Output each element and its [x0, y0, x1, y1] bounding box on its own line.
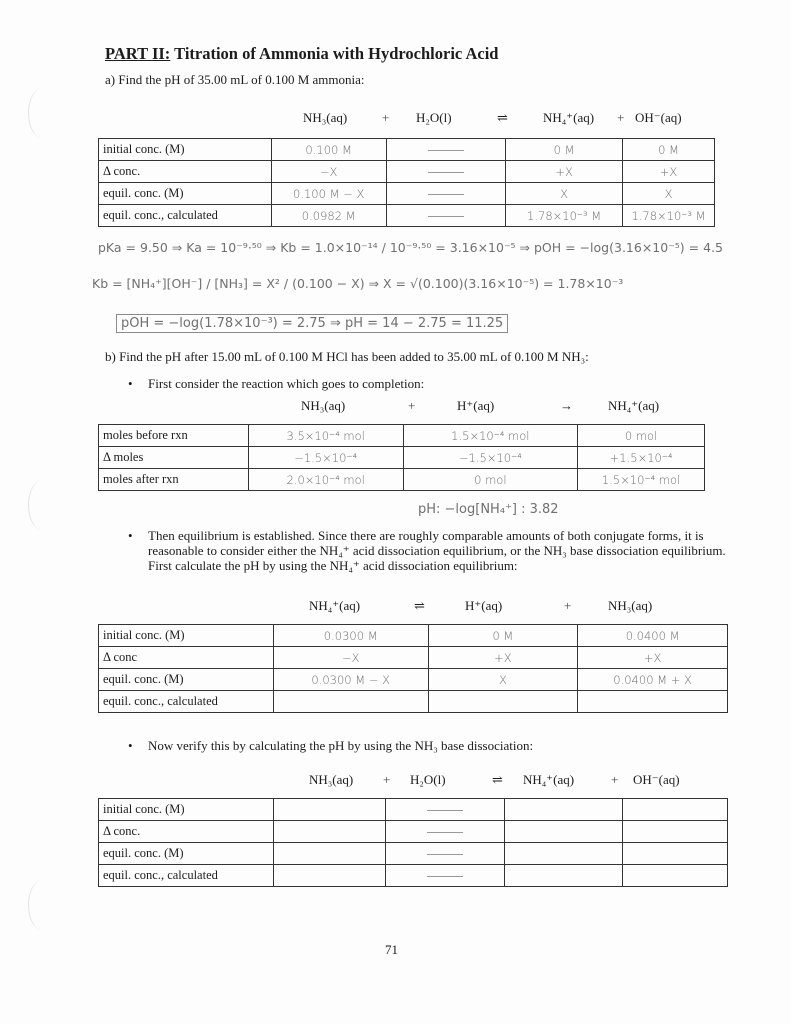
cell-oh[interactable]: 1.78×10⁻³ M: [623, 205, 715, 227]
cell-nh3[interactable]: 3.5×10⁻⁴ mol: [248, 425, 403, 447]
equation-ammonium-dissociation: [0, 598, 791, 616]
reaction-table: [98, 424, 705, 491]
row-label: equil. conc., calculated: [99, 205, 272, 227]
eq4-product-ammonium: NH₄⁺(aq): [523, 772, 575, 787]
cell-hplus[interactable]: −1.5×10⁻⁴: [403, 447, 578, 469]
cell-nh4[interactable]: −X: [273, 647, 428, 669]
eq3-equilibrium-arrow: ⇌: [414, 598, 425, 613]
bullet-base-dissociation-text: Now verify this by calculating the pH by using the NH₃ base dissociation:: [148, 738, 534, 753]
table-row: [99, 183, 715, 205]
cell-h2o: [385, 799, 505, 821]
cell-h2o: [386, 183, 506, 205]
ice-table-base: [98, 798, 728, 887]
cell-nh4[interactable]: 0.0300 M: [273, 625, 428, 647]
cell-hplus[interactable]: +X: [428, 647, 578, 669]
table-row: [99, 843, 728, 865]
cell-nh3[interactable]: −X: [271, 161, 386, 183]
bullet-completion: [128, 376, 425, 391]
table-row: [99, 691, 728, 713]
cell-oh[interactable]: 0 M: [623, 139, 715, 161]
cell-oh[interactable]: [623, 843, 728, 865]
row-label: Δ conc.: [99, 161, 272, 183]
cell-nh3[interactable]: 0.0982 M: [271, 205, 386, 227]
bullet-dot: •: [128, 738, 133, 753]
eq4-product-hydroxide: OH⁻(aq): [633, 772, 680, 787]
eq1-reactant-water: H₂O(l): [416, 110, 452, 125]
eq1-product-ammonium: NH₄⁺(aq): [543, 110, 595, 125]
bullet-dot: •: [128, 376, 133, 391]
ice-table-ammonia: [98, 138, 715, 227]
cell-h2o: [385, 821, 505, 843]
cell-nh3[interactable]: 0.100 M: [271, 139, 386, 161]
eq2-reactant-hplus: H⁺(aq): [457, 398, 495, 413]
binder-hole-mark: [28, 880, 57, 930]
binder-hole-mark: [28, 480, 57, 530]
cell-nh3[interactable]: [273, 865, 385, 887]
cell-hplus[interactable]: X: [428, 669, 578, 691]
row-label: equil. conc. (M): [99, 669, 274, 691]
question-b: b) Find the pH after 15.00 mL of 0.100 M HCl has been added to 35.00 mL of 0.100 M NH₃:: [105, 349, 589, 364]
row-label: Δ conc.: [99, 821, 274, 843]
cell-nh4[interactable]: 1.78×10⁻³ M: [506, 205, 623, 227]
eq1-reactant-nh3: NH₃(aq): [303, 110, 348, 125]
blank-dash: [427, 854, 463, 855]
cell-nh3[interactable]: [273, 799, 385, 821]
blank-dash: [428, 172, 464, 173]
cell-nh4[interactable]: 0 mol: [578, 425, 705, 447]
row-label: moles after rxn: [99, 469, 249, 491]
table-row: [99, 205, 715, 227]
eq1-product-hydroxide: OH⁻(aq): [635, 110, 682, 125]
cell-hplus[interactable]: [428, 691, 578, 713]
blank-dash: [428, 150, 464, 151]
row-label: Δ moles: [99, 447, 249, 469]
eq4-plus: +: [383, 772, 391, 787]
handwritten-work-line-1: pKa = 9.50 ⇒ Ka = 10⁻⁹·⁵⁰ ⇒ Kb = 1.0×10⁻¹⁴ / 10⁻⁹·⁵⁰ = 3.16×10⁻⁵ ⇒ pOH = −log(3.16×10⁻⁵) = 4.5: [98, 240, 723, 255]
cell-nh4[interactable]: +X: [506, 161, 623, 183]
row-label: equil. conc., calculated: [99, 865, 274, 887]
cell-h2o: [386, 139, 506, 161]
row-label: equil. conc. (M): [99, 843, 274, 865]
blank-dash: [427, 832, 463, 833]
cell-nh3[interactable]: 0.100 M − X: [271, 183, 386, 205]
bullet-dot: •: [128, 528, 133, 543]
row-label: equil. conc. (M): [99, 183, 272, 205]
cell-oh[interactable]: +X: [623, 161, 715, 183]
question-a: a) Find the pH of 35.00 mL of 0.100 M ammonia:: [105, 72, 365, 87]
cell-oh[interactable]: [623, 821, 728, 843]
cell-nh4[interactable]: X: [506, 183, 623, 205]
eq3-plus: +: [564, 598, 572, 613]
row-label: moles before rxn: [99, 425, 249, 447]
equation-base-dissociation: [0, 772, 791, 790]
table-row: [99, 425, 705, 447]
eq3-reactant-ammonium: NH₄⁺(aq): [309, 598, 361, 613]
cell-hplus[interactable]: 0 mol: [403, 469, 578, 491]
blank-dash: [428, 194, 464, 195]
cell-h2o: [385, 843, 505, 865]
cell-oh[interactable]: [623, 865, 728, 887]
cell-h2o: [385, 865, 505, 887]
bullet-completion-text: First consider the reaction which goes to completion:: [148, 376, 425, 391]
row-label: initial conc. (M): [99, 625, 274, 647]
bullet-equilibrium: [128, 528, 728, 573]
eq2-plus: +: [408, 398, 416, 413]
cell-nh4[interactable]: [505, 799, 623, 821]
row-label: equil. conc., calculated: [99, 691, 274, 713]
handwritten-work-line-2: Kb = [NH₄⁺][OH⁻] / [NH₃] = X² / (0.100 − X) ⇒ X = √(0.100)(3.16×10⁻⁵) = 1.78×10⁻³: [92, 276, 624, 291]
eq1-equilibrium-arrow: ⇌: [497, 110, 508, 125]
title-part: PART II:: [105, 44, 171, 63]
cell-nh4[interactable]: [505, 821, 623, 843]
cell-nh3[interactable]: 0.0400 M + X: [578, 669, 728, 691]
bullet-base-dissociation: [128, 738, 534, 753]
cell-nh3[interactable]: +X: [578, 647, 728, 669]
eq4-reactant-nh3: NH₃(aq): [309, 772, 354, 787]
table-row: [99, 447, 705, 469]
cell-nh4[interactable]: 1.5×10⁻⁴ mol: [578, 469, 705, 491]
cell-h2o: [386, 205, 506, 227]
row-label: initial conc. (M): [99, 799, 274, 821]
cell-nh3[interactable]: [273, 821, 385, 843]
eq2-product-ammonium: NH₄⁺(aq): [608, 398, 660, 413]
blank-dash: [428, 216, 464, 217]
equation-neutralization: [0, 398, 791, 416]
cell-nh4[interactable]: [505, 865, 623, 887]
cell-nh3[interactable]: 2.0×10⁻⁴ mol: [248, 469, 403, 491]
ice-table-ammonium: [98, 624, 728, 713]
eq4-reactant-water: H₂O(l): [410, 772, 446, 787]
eq4-equilibrium-arrow: ⇌: [492, 772, 503, 787]
eq2-arrow: →: [560, 398, 573, 413]
blank-dash: [427, 810, 463, 811]
cell-hplus[interactable]: 1.5×10⁻⁴ mol: [403, 425, 578, 447]
table-row: [99, 625, 728, 647]
eq3-product-hplus: H⁺(aq): [465, 598, 503, 613]
page-title: [105, 44, 498, 64]
title-text: Titration of Ammonia with Hydrochloric Acid: [170, 44, 499, 63]
bullet-equilibrium-text: Then equilibrium is established. Since there are roughly comparable amounts of both conjugate forms, it is reasonable to consider either the NH₄⁺ acid dissociation equilibrium, or the NH₃ base dissociation equilibrium. First calculate the pH by using the NH₄⁺ acid dissociation equilibrium:: [148, 528, 726, 573]
cell-hplus[interactable]: 0 M: [428, 625, 578, 647]
cell-nh4[interactable]: +1.5×10⁻⁴: [578, 447, 705, 469]
eq1-plus: +: [617, 110, 625, 125]
table-row: [99, 799, 728, 821]
cell-oh[interactable]: [623, 799, 728, 821]
handwritten-ph-estimate: pH: −log[NH₄⁺] : 3.82: [418, 502, 559, 517]
cell-nh4[interactable]: [505, 843, 623, 865]
blank-dash: [427, 876, 463, 877]
cell-nh4[interactable]: 0 M: [506, 139, 623, 161]
table-row: [99, 821, 728, 843]
row-label: Δ conc: [99, 647, 274, 669]
cell-nh4[interactable]: 0.0300 M − X: [273, 669, 428, 691]
table-row: [99, 669, 728, 691]
table-row: [99, 469, 705, 491]
cell-nh3[interactable]: −1.5×10⁻⁴: [248, 447, 403, 469]
cell-oh[interactable]: X: [623, 183, 715, 205]
cell-h2o: [386, 161, 506, 183]
cell-nh4[interactable]: [273, 691, 428, 713]
table-row: [99, 865, 728, 887]
eq2-reactant-nh3: NH₃(aq): [301, 398, 346, 413]
eq1-plus: +: [382, 110, 390, 125]
handwritten-work-line-3: [116, 316, 508, 331]
eq4-plus: +: [611, 772, 619, 787]
table-row: [99, 139, 715, 161]
cell-nh3[interactable]: [273, 843, 385, 865]
cell-nh3[interactable]: [578, 691, 728, 713]
handwritten-answer-ph: pOH = −log(1.78×10⁻³) = 2.75 ⇒ pH = 14 − 2.75 = 11.25: [116, 314, 508, 333]
row-label: initial conc. (M): [99, 139, 272, 161]
page-number: 71: [385, 942, 398, 957]
table-row: [99, 647, 728, 669]
eq3-product-nh3: NH₃(aq): [608, 598, 653, 613]
table-row: [99, 161, 715, 183]
cell-nh3[interactable]: 0.0400 M: [578, 625, 728, 647]
equation-ammonia-water: [0, 110, 791, 128]
